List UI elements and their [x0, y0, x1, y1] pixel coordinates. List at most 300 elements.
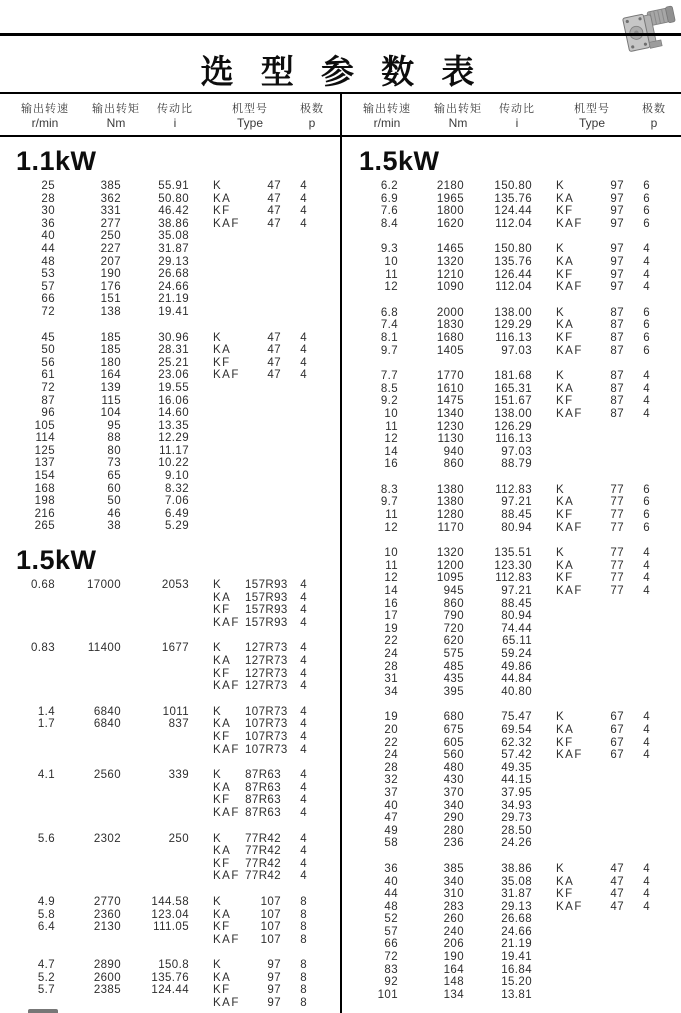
cell-torque: 1475 — [436, 395, 464, 408]
cell-torque: 1770 — [436, 370, 464, 383]
cell-torque: 2600 — [93, 971, 121, 984]
cell-speed: 11 — [385, 420, 398, 433]
table-block — [0, 579, 340, 629]
cell-torque — [55, 794, 121, 807]
cell-poles: 4 — [643, 585, 650, 598]
cell-type-prefix: K — [556, 862, 566, 875]
cell-poles — [624, 433, 650, 446]
cell-type-model — [588, 686, 624, 699]
cell-poles: 4 — [643, 395, 650, 408]
cell-torque: 283 — [443, 900, 464, 913]
cell-speed: 66 — [384, 938, 398, 951]
cell-type-model — [245, 382, 281, 395]
cell-speed: 216 — [34, 507, 55, 520]
cell-type-model — [245, 395, 281, 408]
cell-type-prefix — [189, 293, 245, 306]
table-row — [0, 306, 340, 319]
cell-ratio: 112.04 — [495, 217, 532, 230]
cell-type-model: 127R73 — [245, 680, 288, 693]
cell-type-model — [588, 787, 624, 800]
cell-ratio: 97.03 — [501, 344, 532, 357]
cell-speed: 11 — [385, 559, 398, 572]
cell-speed — [0, 592, 55, 605]
cell-poles: 4 — [643, 875, 650, 888]
cell-torque: 430 — [443, 774, 464, 787]
cell-speed: 45 — [41, 331, 55, 344]
table-row — [343, 863, 681, 876]
cell-torque: 207 — [100, 255, 121, 268]
cell-poles: 4 — [643, 281, 650, 294]
table-row — [0, 407, 340, 420]
table-row — [343, 737, 681, 750]
cell-ratio: 135.76 — [494, 255, 532, 268]
cell-type-prefix: K — [213, 769, 223, 782]
cell-type-model: 77R42 — [245, 832, 281, 845]
cell-speed: 49 — [384, 824, 398, 837]
cell-torque: 1320 — [436, 255, 464, 268]
cell-poles: 4 — [300, 180, 307, 192]
column-header-output-speed — [0, 102, 90, 130]
cell-type-model: 47 — [267, 180, 281, 192]
cell-poles — [624, 913, 650, 926]
cell-poles — [624, 926, 650, 939]
cell-type-model: 107R73 — [245, 743, 288, 756]
cell-type-prefix — [189, 420, 245, 433]
cell-ratio: 30.96 — [158, 331, 189, 344]
table-row — [343, 800, 681, 813]
cell-type-prefix: KF — [556, 572, 574, 585]
cell-speed: 44 — [41, 242, 55, 255]
cell-speed: 0.83 — [31, 642, 55, 655]
cell-torque: 2770 — [93, 895, 121, 908]
cell-ratio: 24.66 — [501, 925, 532, 938]
cell-ratio: 31.87 — [501, 888, 532, 901]
cell-type-prefix: KAF — [213, 680, 240, 693]
cell-ratio: 49.35 — [501, 761, 532, 774]
cell-speed: 6.8 — [380, 306, 398, 319]
cell-ratio: 29.73 — [501, 812, 532, 825]
cell-ratio: 112.04 — [495, 281, 532, 294]
cell-ratio: 55.91 — [158, 180, 189, 192]
cell-type-model: 157R93 — [245, 616, 288, 629]
cell-poles: 4 — [300, 794, 307, 807]
cell-poles: 6 — [643, 192, 650, 205]
cell-ratio: 116.13 — [495, 331, 532, 344]
cell-type-prefix: KAF — [213, 806, 240, 819]
table-row — [0, 909, 340, 922]
cell-type-model: 87 — [610, 382, 624, 395]
cell-type-prefix: K — [213, 959, 223, 972]
cell-type-model — [588, 446, 624, 459]
cell-ratio — [121, 655, 189, 668]
cell-poles: 4 — [300, 806, 307, 819]
cell-type-model: 87 — [610, 395, 624, 408]
cell-torque — [55, 782, 121, 795]
cell-type-model: 87 — [610, 306, 624, 319]
table-row — [343, 673, 681, 686]
cell-torque: 151 — [100, 293, 121, 306]
table-row — [0, 332, 340, 345]
table-block — [343, 711, 681, 850]
cell-torque: 60 — [107, 482, 121, 495]
cell-poles — [281, 457, 307, 470]
cell-torque: 1380 — [436, 496, 464, 509]
cell-ratio: 23.06 — [158, 369, 189, 382]
column-header-label: 极数 — [642, 103, 666, 115]
cell-type-model — [588, 800, 624, 813]
cell-torque: 331 — [100, 205, 121, 218]
cell-ratio: 129.29 — [494, 319, 532, 332]
cell-ratio: 19.41 — [158, 305, 189, 318]
cell-ratio: 44.84 — [501, 673, 532, 686]
cell-torque: 11400 — [87, 642, 121, 655]
table-row — [0, 604, 340, 617]
cell-ratio: 123.30 — [494, 559, 532, 572]
cell-ratio: 65.11 — [502, 635, 532, 648]
cell-torque: 185 — [100, 331, 121, 344]
cell-type-model: 77R42 — [245, 857, 281, 870]
cell-speed: 52 — [384, 913, 398, 926]
cell-type-prefix: KF — [556, 268, 574, 281]
cell-type-model — [245, 243, 281, 256]
cell-type-model — [245, 445, 281, 458]
cell-poles — [624, 762, 650, 775]
cell-type-model: 97 — [610, 192, 624, 205]
table-row — [0, 508, 340, 521]
cell-type-model — [245, 520, 281, 533]
cell-torque: 1095 — [436, 572, 464, 585]
table-row — [0, 782, 340, 795]
cell-type-model: 97 — [267, 997, 281, 1010]
cell-type-model — [588, 913, 624, 926]
cell-type-prefix: KAF — [556, 344, 583, 357]
cell-poles — [624, 648, 650, 661]
cell-type-prefix — [532, 825, 588, 838]
cell-ratio: 74.44 — [501, 622, 532, 635]
table-body — [0, 140, 681, 1013]
cell-poles — [281, 520, 307, 533]
cell-torque: 6840 — [93, 718, 121, 731]
cell-torque: 385 — [443, 862, 464, 875]
cell-type-model: 87 — [610, 319, 624, 332]
page-edge-smudge — [28, 1009, 58, 1013]
cell-torque — [55, 744, 121, 757]
cell-type-model: 87 — [610, 370, 624, 383]
cell-poles: 4 — [643, 370, 650, 383]
cell-poles: 8 — [300, 921, 307, 934]
cell-poles: 8 — [300, 933, 307, 946]
table-row — [0, 731, 340, 744]
table-row — [0, 256, 340, 269]
cell-ratio: 28.31 — [158, 344, 189, 357]
cell-poles — [624, 938, 650, 951]
cell-type-prefix: K — [213, 331, 223, 344]
cell-torque: 46 — [107, 507, 121, 520]
table-row — [343, 976, 681, 989]
cell-type-prefix — [189, 407, 245, 420]
table-row — [0, 369, 340, 382]
cell-torque: 1830 — [436, 319, 464, 332]
column-header-label: 输出转矩 — [434, 103, 482, 115]
table-row — [343, 383, 681, 396]
column-header-label: 机型号 — [232, 103, 268, 115]
table-row — [0, 807, 340, 820]
cell-speed: 114 — [35, 432, 55, 445]
cell-ratio: 135.76 — [151, 971, 189, 984]
cell-poles: 4 — [300, 591, 307, 604]
table-row — [0, 592, 340, 605]
cell-poles: 8 — [300, 997, 307, 1010]
cell-poles — [624, 787, 650, 800]
cell-ratio: 124.44 — [151, 984, 189, 997]
cell-poles — [281, 395, 307, 408]
table-block — [343, 180, 681, 230]
cell-ratio: 250 — [168, 832, 189, 845]
cell-speed: 36 — [41, 217, 55, 230]
cell-speed: 198 — [34, 495, 55, 508]
cell-poles: 6 — [643, 331, 650, 344]
cell-torque — [55, 807, 121, 820]
table-block — [343, 243, 681, 293]
column-header-unit: Type — [236, 116, 263, 130]
cell-speed: 61 — [41, 369, 55, 382]
cell-type-prefix: KF — [213, 356, 231, 369]
cell-speed: 40 — [41, 230, 55, 243]
cell-torque: 385 — [100, 180, 121, 192]
cell-type-model — [588, 433, 624, 446]
cell-ratio: 44.15 — [501, 774, 532, 787]
cell-type-prefix: K — [556, 180, 566, 192]
cell-type-model: 107 — [260, 895, 281, 908]
cell-poles: 8 — [300, 984, 307, 997]
cell-speed — [0, 870, 55, 883]
cell-ratio: 88.45 — [501, 509, 532, 522]
cell-torque: 104 — [100, 407, 121, 420]
cell-speed: 72 — [41, 305, 55, 318]
cell-ratio: 59.24 — [501, 648, 532, 660]
cell-poles: 4 — [643, 723, 650, 736]
cell-type-prefix — [532, 598, 588, 611]
cell-ratio: 126.29 — [494, 420, 532, 433]
cell-poles — [624, 976, 650, 989]
cell-torque: 675 — [443, 723, 464, 736]
cell-poles — [281, 306, 307, 319]
column-header-output-speed — [342, 102, 432, 130]
table-row — [0, 395, 340, 408]
table-row — [0, 483, 340, 496]
cell-poles: 4 — [300, 857, 307, 870]
cell-type-prefix: KA — [213, 718, 232, 731]
cell-type-prefix — [189, 483, 245, 496]
cell-type-model — [245, 457, 281, 470]
cell-type-model — [245, 495, 281, 508]
cell-type-model: 107R73 — [245, 705, 288, 718]
cell-type-prefix: KF — [213, 921, 231, 934]
cell-speed: 92 — [384, 976, 398, 989]
cell-type-prefix — [189, 508, 245, 521]
cell-torque — [55, 592, 121, 605]
cell-ratio — [121, 592, 189, 605]
cell-torque: 240 — [443, 925, 464, 938]
cell-torque: 73 — [107, 457, 121, 470]
cell-type-prefix — [532, 421, 588, 434]
table-row — [343, 522, 681, 535]
cell-type-model: 77 — [610, 585, 624, 598]
cell-poles — [281, 293, 307, 306]
cell-torque: 290 — [443, 812, 464, 825]
table-row — [343, 837, 681, 850]
cell-type-prefix — [532, 623, 588, 636]
cell-type-prefix — [532, 774, 588, 787]
cell-poles: 4 — [643, 900, 650, 913]
cell-type-model: 127R73 — [245, 642, 288, 655]
cell-speed: 66 — [41, 293, 55, 306]
cell-poles: 4 — [300, 667, 307, 680]
table-block — [0, 833, 340, 883]
cell-ratio: 57.42 — [501, 749, 532, 762]
cell-speed: 7.7 — [380, 370, 398, 383]
cell-speed: 10 — [384, 255, 398, 268]
cell-torque: 250 — [100, 230, 121, 243]
cell-ratio: 7.06 — [165, 495, 189, 508]
cell-speed — [0, 782, 55, 795]
table-row — [343, 319, 681, 332]
cell-type-model: 97 — [610, 205, 624, 218]
cell-poles — [281, 483, 307, 496]
cell-type-prefix: KAF — [556, 217, 583, 230]
cell-speed: 101 — [377, 988, 398, 1001]
cell-speed: 56 — [41, 356, 55, 369]
cell-ratio — [121, 782, 189, 795]
table-block — [343, 863, 681, 1002]
cell-speed — [0, 731, 55, 744]
table-row — [343, 421, 681, 434]
cell-speed: 28 — [41, 192, 55, 205]
cell-torque: 2385 — [93, 984, 121, 997]
table-block — [0, 959, 340, 1009]
cell-type-prefix: KF — [213, 604, 231, 617]
cell-type-model: 107 — [260, 933, 281, 946]
cell-torque: 1320 — [436, 547, 464, 560]
column-header-label: 输出转速 — [363, 103, 411, 115]
cell-speed: 0.68 — [31, 579, 55, 592]
cell-type-model: 67 — [610, 723, 624, 736]
table-block — [0, 706, 340, 756]
cell-torque: 190 — [100, 268, 121, 281]
cell-type-prefix — [532, 989, 588, 1002]
cell-torque: 1130 — [437, 433, 464, 446]
cell-poles — [624, 446, 650, 459]
cell-type-model: 87R63 — [245, 794, 281, 807]
cell-type-prefix: KAF — [556, 407, 583, 420]
cell-type-prefix: KA — [556, 875, 575, 888]
cell-ratio: 26.68 — [501, 913, 532, 926]
cell-type-model — [588, 926, 624, 939]
cell-type-prefix: KA — [556, 559, 575, 572]
cell-poles — [624, 686, 650, 699]
cell-torque: 1405 — [436, 344, 464, 357]
cell-ratio: 6.49 — [165, 507, 189, 520]
cell-ratio: 35.08 — [158, 230, 189, 243]
cell-ratio: 150.8 — [158, 959, 189, 972]
column-header-unit: i — [515, 116, 519, 130]
cell-type-prefix: K — [213, 642, 223, 655]
table-header-right — [340, 94, 681, 135]
cell-type-prefix: KA — [213, 845, 232, 858]
cell-torque: 139 — [100, 381, 121, 394]
top-rule — [0, 33, 681, 36]
table-row — [0, 972, 340, 985]
cell-type-model: 47 — [610, 888, 624, 901]
cell-ratio: 151.67 — [494, 395, 532, 408]
cell-speed: 105 — [34, 419, 55, 432]
cell-ratio: 37.95 — [501, 786, 532, 799]
cell-ratio: 16.06 — [158, 394, 189, 407]
cell-poles: 6 — [643, 521, 650, 534]
table-row — [0, 870, 340, 883]
table-row — [0, 984, 340, 997]
column-header-label: 传动比 — [499, 103, 535, 115]
cell-poles: 4 — [300, 743, 307, 756]
table-header-left — [0, 94, 340, 135]
cell-speed — [0, 794, 55, 807]
cell-type-prefix — [532, 964, 588, 977]
cell-type-model: 77 — [610, 521, 624, 534]
cell-type-prefix — [532, 812, 588, 825]
cell-torque: 2130 — [93, 921, 121, 934]
cell-type-prefix: KAF — [213, 933, 240, 946]
cell-poles — [281, 268, 307, 281]
cell-torque — [55, 845, 121, 858]
cell-type-model: 47 — [610, 875, 624, 888]
cell-speed: 7.4 — [380, 319, 398, 332]
cell-type-prefix — [189, 268, 245, 281]
cell-poles: 4 — [300, 331, 307, 344]
cell-ratio: 11.17 — [159, 444, 189, 457]
column-header-ratio — [484, 102, 550, 130]
cell-type-prefix — [532, 458, 588, 471]
cell-speed: 57 — [384, 925, 398, 938]
cell-torque: 164 — [443, 963, 464, 976]
table-column-left — [0, 140, 340, 1013]
cell-type-model: 127R73 — [245, 655, 288, 667]
cell-speed: 5.8 — [37, 908, 55, 921]
cell-speed: 11 — [385, 509, 398, 522]
cell-type-prefix — [532, 837, 588, 850]
cell-poles — [281, 256, 307, 269]
cell-ratio: 116.13 — [495, 433, 532, 446]
cell-type-model: 97 — [267, 984, 281, 997]
cell-ratio — [121, 617, 189, 630]
cell-speed: 14 — [384, 585, 398, 598]
cell-type-prefix: KAF — [556, 749, 583, 762]
cell-speed: 11 — [385, 268, 398, 281]
cell-poles — [281, 420, 307, 433]
cell-type-model — [588, 774, 624, 787]
cell-ratio — [121, 604, 189, 617]
table-row — [0, 896, 340, 909]
cell-ratio: 1677 — [161, 642, 189, 655]
cell-torque: 2302 — [93, 832, 121, 845]
table-row — [0, 432, 340, 445]
cell-type-prefix — [189, 230, 245, 243]
cell-speed: 53 — [41, 268, 55, 281]
cell-poles — [281, 382, 307, 395]
table-block — [0, 642, 340, 692]
cell-ratio: 97.21 — [501, 496, 532, 509]
cell-poles: 4 — [300, 642, 307, 655]
cell-type-model — [588, 610, 624, 623]
